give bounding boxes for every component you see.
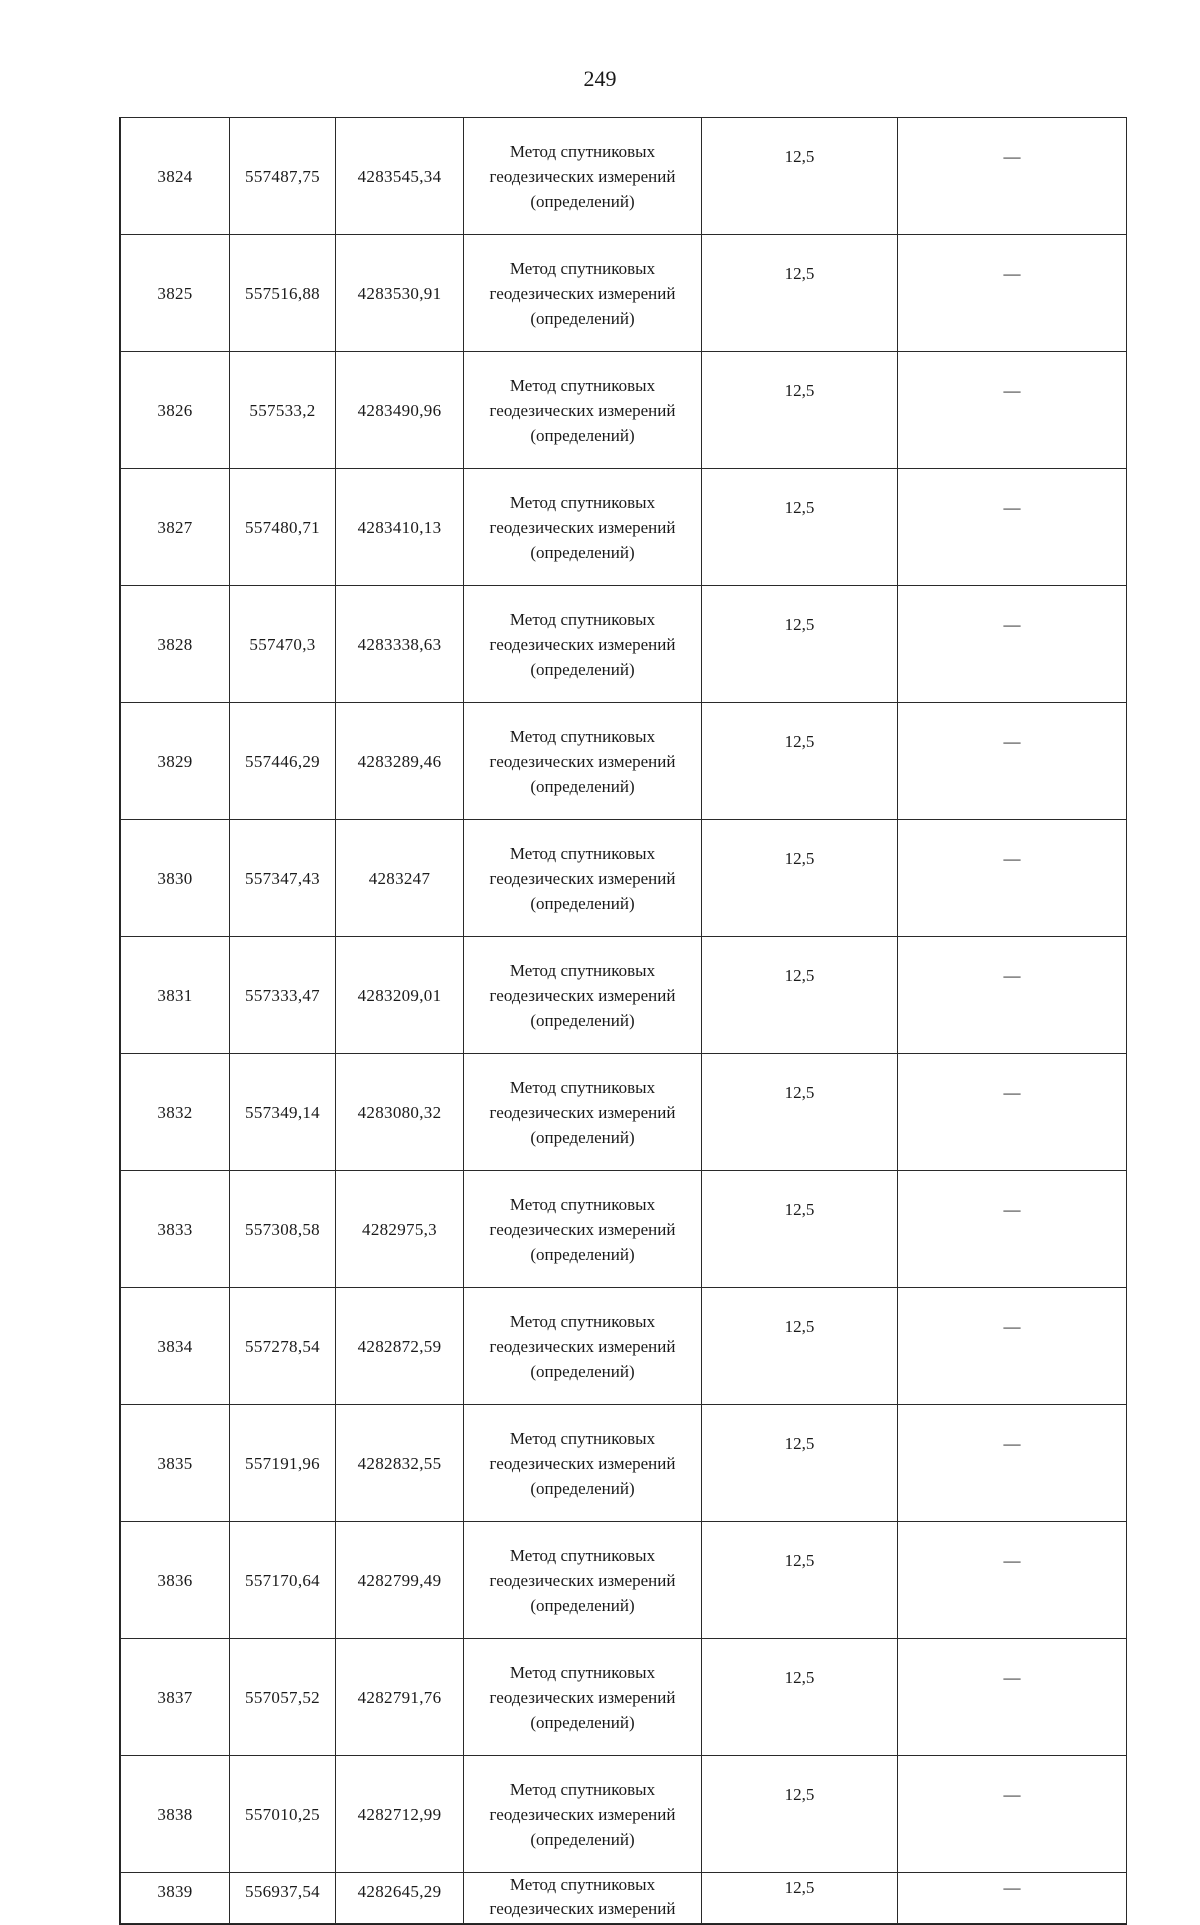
- table-row: [121, 1639, 1127, 1756]
- y-coordinate-cell: 4283410,13: [336, 469, 464, 586]
- method-line: геодезических измерений: [489, 517, 676, 537]
- note-cell: —: [898, 469, 1127, 586]
- precision-cell: 12,5: [702, 820, 898, 937]
- point-number-cell: 3825: [121, 235, 230, 352]
- method-line: (определений): [530, 1244, 635, 1264]
- note-cell: —: [898, 118, 1127, 235]
- note-cell: —: [898, 235, 1127, 352]
- method-line: (определений): [530, 1595, 635, 1615]
- method-cell: [464, 1639, 702, 1756]
- precision-cell: 12,5: [702, 1522, 898, 1639]
- method-cell: [464, 1873, 702, 1924]
- y-coordinate-cell: 4282799,49: [336, 1522, 464, 1639]
- precision-cell: 12,5: [702, 1873, 898, 1924]
- precision-cell: 12,5: [702, 703, 898, 820]
- method-line: (определений): [530, 191, 635, 211]
- method-line: Метод спутниковых: [509, 1077, 656, 1097]
- table-row: [121, 586, 1127, 703]
- method-line: (определений): [530, 659, 635, 679]
- note-cell: —: [898, 1756, 1127, 1873]
- method-line: геодезических измерений: [489, 1453, 676, 1473]
- y-coordinate-cell: 4283209,01: [336, 937, 464, 1054]
- x-coordinate-cell: 557533,2: [230, 352, 336, 469]
- coordinates-table-container: [119, 117, 1127, 1925]
- method-line: геодезических измерений: [489, 751, 676, 771]
- precision-cell: 12,5: [702, 1756, 898, 1873]
- method-line: Метод спутниковых: [509, 726, 656, 746]
- x-coordinate-cell: 557446,29: [230, 703, 336, 820]
- method-line: Метод спутниковых: [509, 258, 656, 278]
- y-coordinate-cell: 4283247: [336, 820, 464, 937]
- x-coordinate-cell: 556937,54: [230, 1873, 336, 1924]
- note-cell: —: [898, 1171, 1127, 1288]
- x-coordinate-cell: 557170,64: [230, 1522, 336, 1639]
- point-number-cell: 3824: [121, 118, 230, 235]
- method-cell: [464, 703, 702, 820]
- precision-cell: 12,5: [702, 118, 898, 235]
- point-number-cell: 3838: [121, 1756, 230, 1873]
- table-row: [121, 352, 1127, 469]
- method-line: (определений): [530, 1712, 635, 1732]
- table-row: [121, 1288, 1127, 1405]
- method-cell: [464, 586, 702, 703]
- method-line: Метод спутниковых: [509, 843, 656, 863]
- method-line: геодезических измерений: [489, 283, 676, 303]
- method-cell: [464, 1288, 702, 1405]
- precision-cell: 12,5: [702, 1171, 898, 1288]
- method-line: геодезических измерений: [489, 1570, 676, 1590]
- x-coordinate-cell: 557278,54: [230, 1288, 336, 1405]
- table-row: [121, 1171, 1127, 1288]
- table-row: [121, 1405, 1127, 1522]
- method-line: Метод спутниковых: [509, 1428, 656, 1448]
- x-coordinate-cell: 557349,14: [230, 1054, 336, 1171]
- point-number-cell: 3828: [121, 586, 230, 703]
- y-coordinate-cell: 4283490,96: [336, 352, 464, 469]
- method-line: (определений): [530, 425, 635, 445]
- method-line: (определений): [530, 1478, 635, 1498]
- x-coordinate-cell: 557191,96: [230, 1405, 336, 1522]
- method-line: геодезических измерений: [489, 1899, 676, 1918]
- method-cell: [464, 820, 702, 937]
- method-line: геодезических измерений: [489, 1804, 676, 1824]
- method-line: Метод спутниковых: [509, 1875, 656, 1894]
- x-coordinate-cell: 557470,3: [230, 586, 336, 703]
- method-line: Метод спутниковых: [509, 141, 656, 161]
- y-coordinate-cell: 4282645,29: [336, 1873, 464, 1924]
- method-line: геодезических измерений: [489, 1687, 676, 1707]
- method-cell: [464, 352, 702, 469]
- method-cell: [464, 235, 702, 352]
- precision-cell: 12,5: [702, 1405, 898, 1522]
- method-line: (определений): [530, 776, 635, 796]
- method-line: геодезических измерений: [489, 1102, 676, 1122]
- method-line: Метод спутниковых: [509, 375, 656, 395]
- note-cell: —: [898, 1288, 1127, 1405]
- note-cell: —: [898, 352, 1127, 469]
- table-row: [121, 820, 1127, 937]
- point-number-cell: 3835: [121, 1405, 230, 1522]
- method-cell: [464, 118, 702, 235]
- y-coordinate-cell: 4282975,3: [336, 1171, 464, 1288]
- method-line: Метод спутниковых: [509, 1545, 656, 1565]
- y-coordinate-cell: 4283338,63: [336, 586, 464, 703]
- y-coordinate-cell: 4283289,46: [336, 703, 464, 820]
- method-line: Метод спутниковых: [509, 492, 656, 512]
- method-line: геодезических измерений: [489, 1219, 676, 1239]
- y-coordinate-cell: 4282712,99: [336, 1756, 464, 1873]
- method-line: (определений): [530, 1010, 635, 1030]
- method-line: (определений): [530, 308, 635, 328]
- table-row: [121, 703, 1127, 820]
- y-coordinate-cell: 4283530,91: [336, 235, 464, 352]
- precision-cell: 12,5: [702, 586, 898, 703]
- precision-cell: 12,5: [702, 1288, 898, 1405]
- method-cell: [464, 1522, 702, 1639]
- method-line: геодезических измерений: [489, 634, 676, 654]
- x-coordinate-cell: 557347,43: [230, 820, 336, 937]
- note-cell: —: [898, 1522, 1127, 1639]
- precision-cell: 12,5: [702, 469, 898, 586]
- method-cell: [464, 1171, 702, 1288]
- method-line: Метод спутниковых: [509, 1311, 656, 1331]
- y-coordinate-cell: 4283545,34: [336, 118, 464, 235]
- y-coordinate-cell: 4282832,55: [336, 1405, 464, 1522]
- precision-cell: 12,5: [702, 1639, 898, 1756]
- x-coordinate-cell: 557516,88: [230, 235, 336, 352]
- y-coordinate-cell: 4282791,76: [336, 1639, 464, 1756]
- precision-cell: 12,5: [702, 1054, 898, 1171]
- method-line: геодезических измерений: [489, 1336, 676, 1356]
- method-cell: [464, 469, 702, 586]
- x-coordinate-cell: 557308,58: [230, 1171, 336, 1288]
- note-cell: —: [898, 820, 1127, 937]
- point-number-cell: 3834: [121, 1288, 230, 1405]
- point-number-cell: 3837: [121, 1639, 230, 1756]
- x-coordinate-cell: 557057,52: [230, 1639, 336, 1756]
- method-line: Метод спутниковых: [509, 960, 656, 980]
- note-cell: —: [898, 937, 1127, 1054]
- table-body: [121, 118, 1127, 1924]
- method-line: (определений): [530, 1127, 635, 1147]
- point-number-cell: 3833: [121, 1171, 230, 1288]
- page-number: 249: [583, 66, 617, 91]
- method-line: (определений): [530, 542, 635, 562]
- y-coordinate-cell: 4282872,59: [336, 1288, 464, 1405]
- point-number-cell: 3831: [121, 937, 230, 1054]
- table-row: [121, 235, 1127, 352]
- point-number-cell: 3826: [121, 352, 230, 469]
- method-cell: [464, 1756, 702, 1873]
- method-line: геодезических измерений: [489, 985, 676, 1005]
- x-coordinate-cell: 557480,71: [230, 469, 336, 586]
- note-cell: —: [898, 1405, 1127, 1522]
- precision-cell: 12,5: [702, 235, 898, 352]
- method-line: (определений): [530, 893, 635, 913]
- point-number-cell: 3839: [121, 1873, 230, 1924]
- method-line: Метод спутниковых: [509, 1662, 656, 1682]
- method-line: геодезических измерений: [489, 400, 676, 420]
- method-line: (определений): [530, 1829, 635, 1849]
- table-row-partial: [121, 1873, 1127, 1924]
- point-number-cell: 3832: [121, 1054, 230, 1171]
- table-row: [121, 118, 1127, 235]
- method-line: геодезических измерений: [489, 868, 676, 888]
- point-number-cell: 3829: [121, 703, 230, 820]
- coordinates-table: [120, 117, 1127, 1924]
- note-cell: —: [898, 703, 1127, 820]
- table-row: [121, 1756, 1127, 1873]
- note-cell: —: [898, 1639, 1127, 1756]
- x-coordinate-cell: 557487,75: [230, 118, 336, 235]
- method-cell: [464, 1405, 702, 1522]
- table-row: [121, 937, 1127, 1054]
- precision-cell: 12,5: [702, 937, 898, 1054]
- method-line: геодезических измерений: [489, 166, 676, 186]
- table-row: [121, 469, 1127, 586]
- table-row: [121, 1522, 1127, 1639]
- method-line: (определений): [530, 1361, 635, 1381]
- note-cell: —: [898, 586, 1127, 703]
- table-row: [121, 1054, 1127, 1171]
- note-cell: —: [898, 1054, 1127, 1171]
- point-number-cell: 3827: [121, 469, 230, 586]
- precision-cell: 12,5: [702, 352, 898, 469]
- point-number-cell: 3830: [121, 820, 230, 937]
- y-coordinate-cell: 4283080,32: [336, 1054, 464, 1171]
- point-number-cell: 3836: [121, 1522, 230, 1639]
- method-cell: [464, 1054, 702, 1171]
- method-line: Метод спутниковых: [509, 1194, 656, 1214]
- method-cell: [464, 937, 702, 1054]
- x-coordinate-cell: 557010,25: [230, 1756, 336, 1873]
- method-line: Метод спутниковых: [509, 609, 656, 629]
- method-line: Метод спутниковых: [509, 1779, 656, 1799]
- x-coordinate-cell: 557333,47: [230, 937, 336, 1054]
- note-cell: —: [898, 1873, 1127, 1924]
